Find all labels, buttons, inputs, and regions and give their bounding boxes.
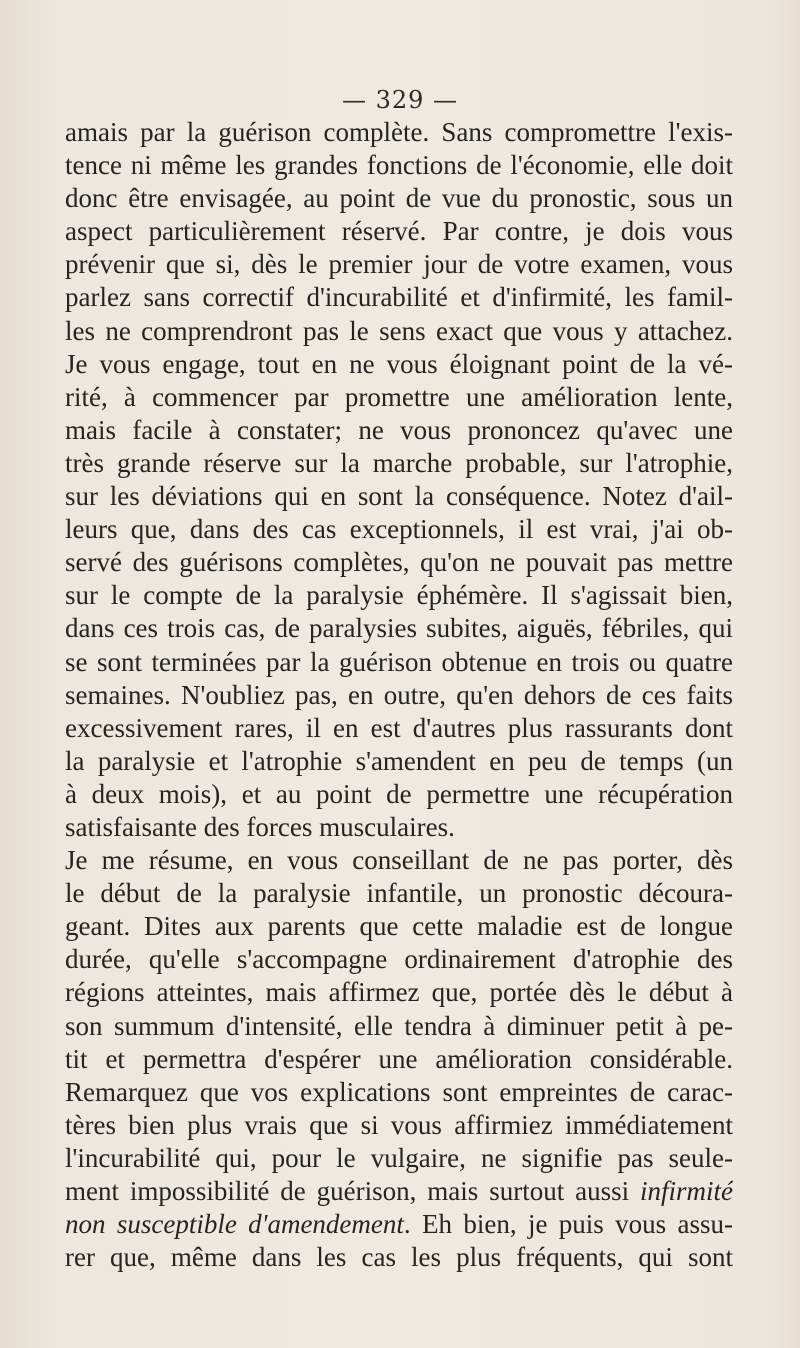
text-line <box>65 811 733 844</box>
text-segment: servé des guérisons complètes, qu'on ne pouvait pas mettre <box>65 547 733 578</box>
text-line <box>65 248 733 281</box>
text-segment: infirmité <box>640 1176 733 1206</box>
text-line <box>65 910 733 943</box>
text-line <box>65 281 733 314</box>
text-segment: leurs que, dans des cas exceptionnels, il est vrai, j'ai ob- <box>65 514 733 545</box>
text-line <box>65 546 733 579</box>
text-segment: semaines. N'oubliez pas, en outre, qu'en dehors de ces faits <box>65 679 733 710</box>
text-segment: tères bien plus vrais que si vous affirmiez immédiatement <box>65 1109 733 1140</box>
text-line <box>65 1076 733 1109</box>
text-segment: donc être envisagée, au point de vue du pronostic, sous un <box>65 183 733 214</box>
text-line <box>65 116 733 149</box>
text-segment: la paralysie et l'atrophie s'amendent en peu de temps (un <box>65 745 733 776</box>
page-number: — 329 — <box>341 86 459 114</box>
text-line <box>65 943 733 976</box>
text-segment: les ne comprendront pas le sens exact que vous y attachez. <box>65 315 733 346</box>
text-line <box>65 348 733 381</box>
text-segment: rité, à commencer par promettre une amélioration lente, <box>65 381 733 412</box>
text-line <box>65 712 733 745</box>
text-line <box>65 1175 733 1208</box>
text-line <box>65 381 733 414</box>
text-segment: régions atteintes, mais affirmez que, portée dès le début à <box>65 977 733 1008</box>
text-line <box>65 513 733 546</box>
text-segment: geant. Dites aux parents que cette maladie est de longue <box>65 911 733 942</box>
text-line <box>65 447 733 480</box>
text-segment: se sont terminées par la guérison obtenue en trois ou quatre <box>65 646 733 677</box>
text-segment: non susceptible d'amendement <box>65 1209 404 1240</box>
text-segment: sur le compte de la paralysie éphémère. Il s'agissait bien, <box>65 580 733 611</box>
text-segment: Je me résume, en vous conseillant de ne pas porter, dès <box>65 845 733 876</box>
text-line <box>65 877 733 910</box>
text-line <box>65 976 733 1009</box>
text-segment: à deux mois), et au point de permettre une récupération <box>65 778 733 809</box>
text-segment: l'incurabilité qui, pour le vulgaire, ne signifie pas seule- <box>65 1142 733 1173</box>
text-line <box>65 745 733 778</box>
text-line <box>65 1109 733 1142</box>
text-line <box>65 579 733 612</box>
text-segment: Remarquez que vos explications sont empreintes de carac- <box>65 1076 733 1107</box>
text-line <box>65 844 733 877</box>
text-line <box>65 646 733 679</box>
text-segment: . Eh bien, je puis vous assu- <box>403 1209 733 1240</box>
text-segment: prévenir que si, dès le premier jour de votre examen, vous <box>65 249 733 280</box>
text-segment: tence ni même les grandes fonctions de l'économie, elle doit <box>65 150 733 181</box>
text-segment: dans ces trois cas, de paralysies subites, aiguës, fébriles, qui <box>65 613 733 644</box>
text-line <box>65 315 733 348</box>
body-text <box>65 116 733 1274</box>
text-segment: le début de la paralysie infantile, un pronostic découra- <box>65 878 733 909</box>
text-line <box>65 778 733 811</box>
text-line <box>65 1142 733 1175</box>
text-segment: sur les déviations qui en sont la conséquence. Notez d'ail- <box>65 481 733 512</box>
text-segment: très grande réserve sur la marche probable, sur l'atrophie, <box>65 447 733 478</box>
text-line <box>65 480 733 513</box>
text-line <box>65 1010 733 1043</box>
text-segment: aspect particulièrement réservé. Par contre, je dois vous <box>65 216 733 247</box>
text-segment: parlez sans correctif d'incurabilité et d'infirmité, les famil- <box>65 282 733 313</box>
text-segment: Je vous engage, tout en ne vous éloignant point de la vé- <box>65 348 733 379</box>
text-line <box>65 1043 733 1076</box>
text-line <box>65 1241 733 1274</box>
text-line <box>65 149 733 182</box>
text-segment: satisfaisante des forces musculaires. <box>65 811 455 842</box>
text-line <box>65 1208 733 1241</box>
text-line <box>65 182 733 215</box>
text-line <box>65 414 733 447</box>
text-segment: durée, qu'elle s'accompagne ordinairement d'atrophie des <box>65 944 733 975</box>
text-line <box>65 612 733 645</box>
text-line <box>65 679 733 712</box>
text-segment: ment impossibilité de guérison, mais surtout aussi <box>65 1176 640 1206</box>
text-segment: rer que, même dans les cas les plus fréquents, qui sont <box>65 1242 733 1273</box>
text-segment: excessivement rares, il en est d'autres plus rassurants dont <box>65 712 733 743</box>
text-line <box>65 215 733 248</box>
text-segment: tit et permettra d'espérer une amélioration considérable. <box>65 1043 733 1074</box>
text-segment: mais facile à constater; ne vous prononcez qu'avec une <box>65 414 733 445</box>
text-segment: son summum d'intensité, elle tendra à diminuer petit à pe- <box>65 1010 733 1041</box>
text-segment: amais par la guérison complète. Sans compromettre l'exis- <box>65 117 733 147</box>
